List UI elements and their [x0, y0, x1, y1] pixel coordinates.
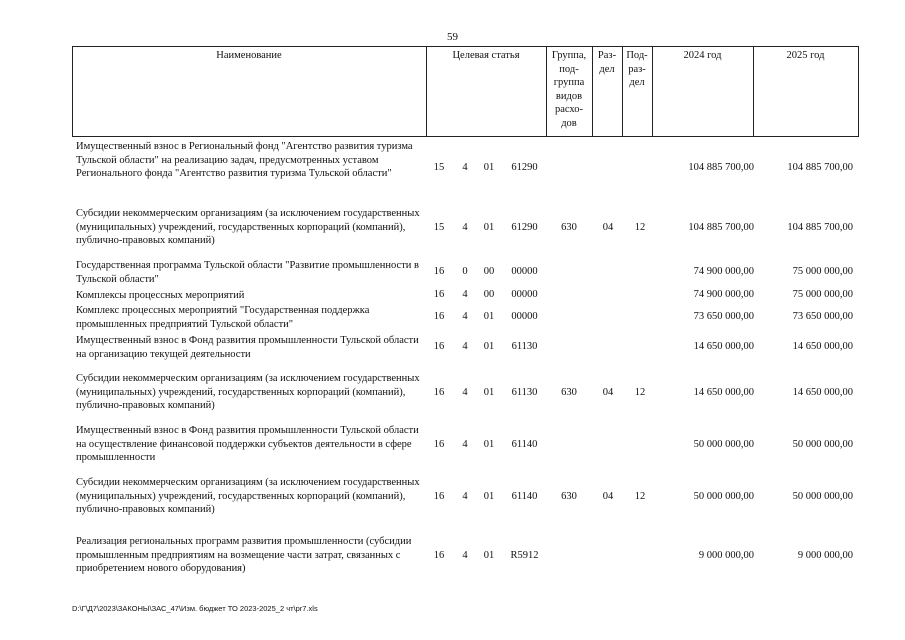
row-program-code: 16 — [433, 266, 445, 277]
row-amount-2024: 104 885 700,00 — [688, 162, 754, 173]
row-subsection: 12 — [634, 222, 646, 233]
row-program-code: 16 — [433, 439, 445, 450]
row-section: 04 — [602, 491, 614, 502]
row-event-code: 01 — [483, 491, 495, 502]
row-section: 04 — [602, 387, 614, 398]
row-subprogram-code: 4 — [462, 311, 468, 322]
table-header — [72, 46, 859, 136]
table-row — [72, 535, 859, 580]
row-subprogram-code: 4 — [462, 550, 468, 561]
row-direction-code: 00000 — [511, 311, 538, 322]
row-event-code: 00 — [483, 289, 495, 300]
row-amount-2024: 50 000 000,00 — [693, 491, 754, 502]
row-event-code: 01 — [483, 162, 495, 173]
header-year-2025: 2025 год — [786, 50, 825, 61]
row-program-code: 15 — [433, 162, 445, 173]
header-section: Раз- дел — [597, 50, 617, 75]
row-direction-code: 61140 — [511, 491, 538, 502]
row-name: Комплекс процессных мероприятий "Государственная поддержка промышленных предприятий Тульской области" — [76, 305, 370, 330]
row-name: Реализация региональных программ развития промышленности (субсидии промышленным предприятиям на возмещение части затрат, связанных с приобретением нового оборудования) — [76, 536, 412, 574]
header-subsection: Под- раз- дел — [626, 50, 648, 88]
row-amount-2024: 9 000 000,00 — [698, 550, 754, 561]
row-program-code: 16 — [433, 491, 445, 502]
row-name: Субсидии некоммерческим организациям (за исключением государственных (муниципальных) учреждений, государственных корпораций (компаний), публично-правовых компаний) — [76, 477, 420, 515]
row-program-code: 16 — [433, 289, 445, 300]
row-program-code: 16 — [433, 341, 445, 352]
row-subprogram-code: 0 — [462, 266, 468, 277]
row-event-code: 01 — [483, 439, 495, 450]
row-amount-2025: 50 000 000,00 — [792, 439, 853, 450]
row-expense-group: 630 — [561, 387, 577, 398]
row-subprogram-code: 4 — [462, 162, 468, 173]
row-event-code: 00 — [483, 266, 495, 277]
row-event-code: 01 — [483, 311, 495, 322]
row-section: 04 — [602, 222, 614, 233]
row-program-code: 15 — [433, 222, 445, 233]
row-amount-2024: 14 650 000,00 — [693, 341, 754, 352]
header-year-2024: 2024 год — [683, 50, 722, 61]
table-row — [72, 304, 859, 332]
header-expense-group: Группа, под- группа видов расхо- дов — [551, 50, 587, 129]
row-amount-2025: 73 650 000,00 — [792, 311, 853, 322]
header-top-border — [72, 46, 859, 47]
row-name: Имущественный взнос в Региональный фонд "Агентство развития туризма Тульской области" на реализацию задач, предусмотренных уставом Регионального фонда "Агентство развития туризма Тульской области" — [76, 141, 413, 179]
row-amount-2025: 50 000 000,00 — [792, 491, 853, 502]
row-name: Субсидии некоммерческим организациям (за исключением государственных (муниципальных) учреждений, государственных корпораций (компаний), публично-правовых компаний) — [76, 373, 420, 411]
table-row — [72, 334, 859, 362]
row-direction-code: 61140 — [511, 439, 538, 450]
row-direction-code: 61130 — [511, 341, 538, 352]
row-amount-2024: 14 650 000,00 — [693, 387, 754, 398]
row-amount-2024: 74 900 000,00 — [693, 266, 754, 277]
row-amount-2025: 104 885 700,00 — [787, 222, 853, 233]
header-divider — [858, 46, 859, 137]
row-event-code: 01 — [483, 341, 495, 352]
row-amount-2024: 74 900 000,00 — [693, 289, 754, 300]
page-number: 59 — [447, 31, 458, 43]
row-program-code: 16 — [433, 311, 445, 322]
row-subprogram-code: 4 — [462, 222, 468, 233]
row-amount-2024: 73 650 000,00 — [693, 311, 754, 322]
row-amount-2025: 75 000 000,00 — [792, 289, 853, 300]
table-row — [72, 259, 859, 287]
row-subsection: 12 — [634, 491, 646, 502]
table-row — [72, 424, 859, 469]
row-amount-2025: 9 000 000,00 — [797, 550, 853, 561]
row-direction-code: 00000 — [511, 289, 538, 300]
row-direction-code: 00000 — [511, 266, 538, 277]
row-direction-code: 61130 — [511, 387, 538, 398]
row-name: Имущественный взнос в Фонд развития промышленности Тульской области на организацию текущей деятельности — [76, 335, 419, 360]
table-row — [72, 140, 859, 198]
row-subprogram-code: 4 — [462, 289, 468, 300]
row-direction-code: 61290 — [511, 162, 538, 173]
row-amount-2024: 104 885 700,00 — [688, 222, 754, 233]
row-event-code: 01 — [483, 222, 495, 233]
row-subprogram-code: 4 — [462, 341, 468, 352]
row-subprogram-code: 4 — [462, 387, 468, 398]
row-expense-group: 630 — [561, 222, 577, 233]
row-amount-2025: 14 650 000,00 — [792, 341, 853, 352]
row-program-code: 16 — [433, 387, 445, 398]
file-path-footer: D:\Г\Д7\2023\ЗАКОНЫ\ЗАС_47\Изм. бюджет ТО 2023-2025_2 чт\pr7.xls — [72, 604, 318, 613]
row-subsection: 12 — [634, 387, 646, 398]
row-name: Комплексы процессных мероприятий — [76, 290, 245, 301]
row-amount-2025: 14 650 000,00 — [792, 387, 853, 398]
row-subprogram-code: 4 — [462, 491, 468, 502]
table-row — [72, 476, 859, 521]
row-expense-group: 630 — [561, 491, 577, 502]
row-name: Субсидии некоммерческим организациям (за исключением государственных (муниципальных) учреждений, государственных корпораций (компаний), публично-правовых компаний) — [76, 208, 420, 246]
row-name: Государственная программа Тульской области "Развитие промышленности в Тульской области" — [76, 260, 419, 285]
row-subprogram-code: 4 — [462, 439, 468, 450]
table-row — [72, 289, 859, 303]
header-bottom-border — [72, 136, 859, 137]
row-name: Имущественный взнос в Фонд развития промышленности Тульской области на осуществление финансовой поддержки субъектов деятельности в сфере промышленности — [76, 425, 419, 463]
header-target-article: Целевая статья — [452, 50, 520, 61]
row-program-code: 16 — [433, 550, 445, 561]
row-amount-2025: 75 000 000,00 — [792, 266, 853, 277]
header-name: Наименование — [216, 50, 282, 61]
row-event-code: 01 — [483, 387, 495, 398]
row-amount-2024: 50 000 000,00 — [693, 439, 754, 450]
table-row — [72, 372, 859, 417]
row-amount-2025: 104 885 700,00 — [787, 162, 853, 173]
row-direction-code: R5912 — [510, 550, 539, 561]
row-event-code: 01 — [483, 550, 495, 561]
table-row — [72, 207, 859, 252]
row-direction-code: 61290 — [511, 222, 538, 233]
